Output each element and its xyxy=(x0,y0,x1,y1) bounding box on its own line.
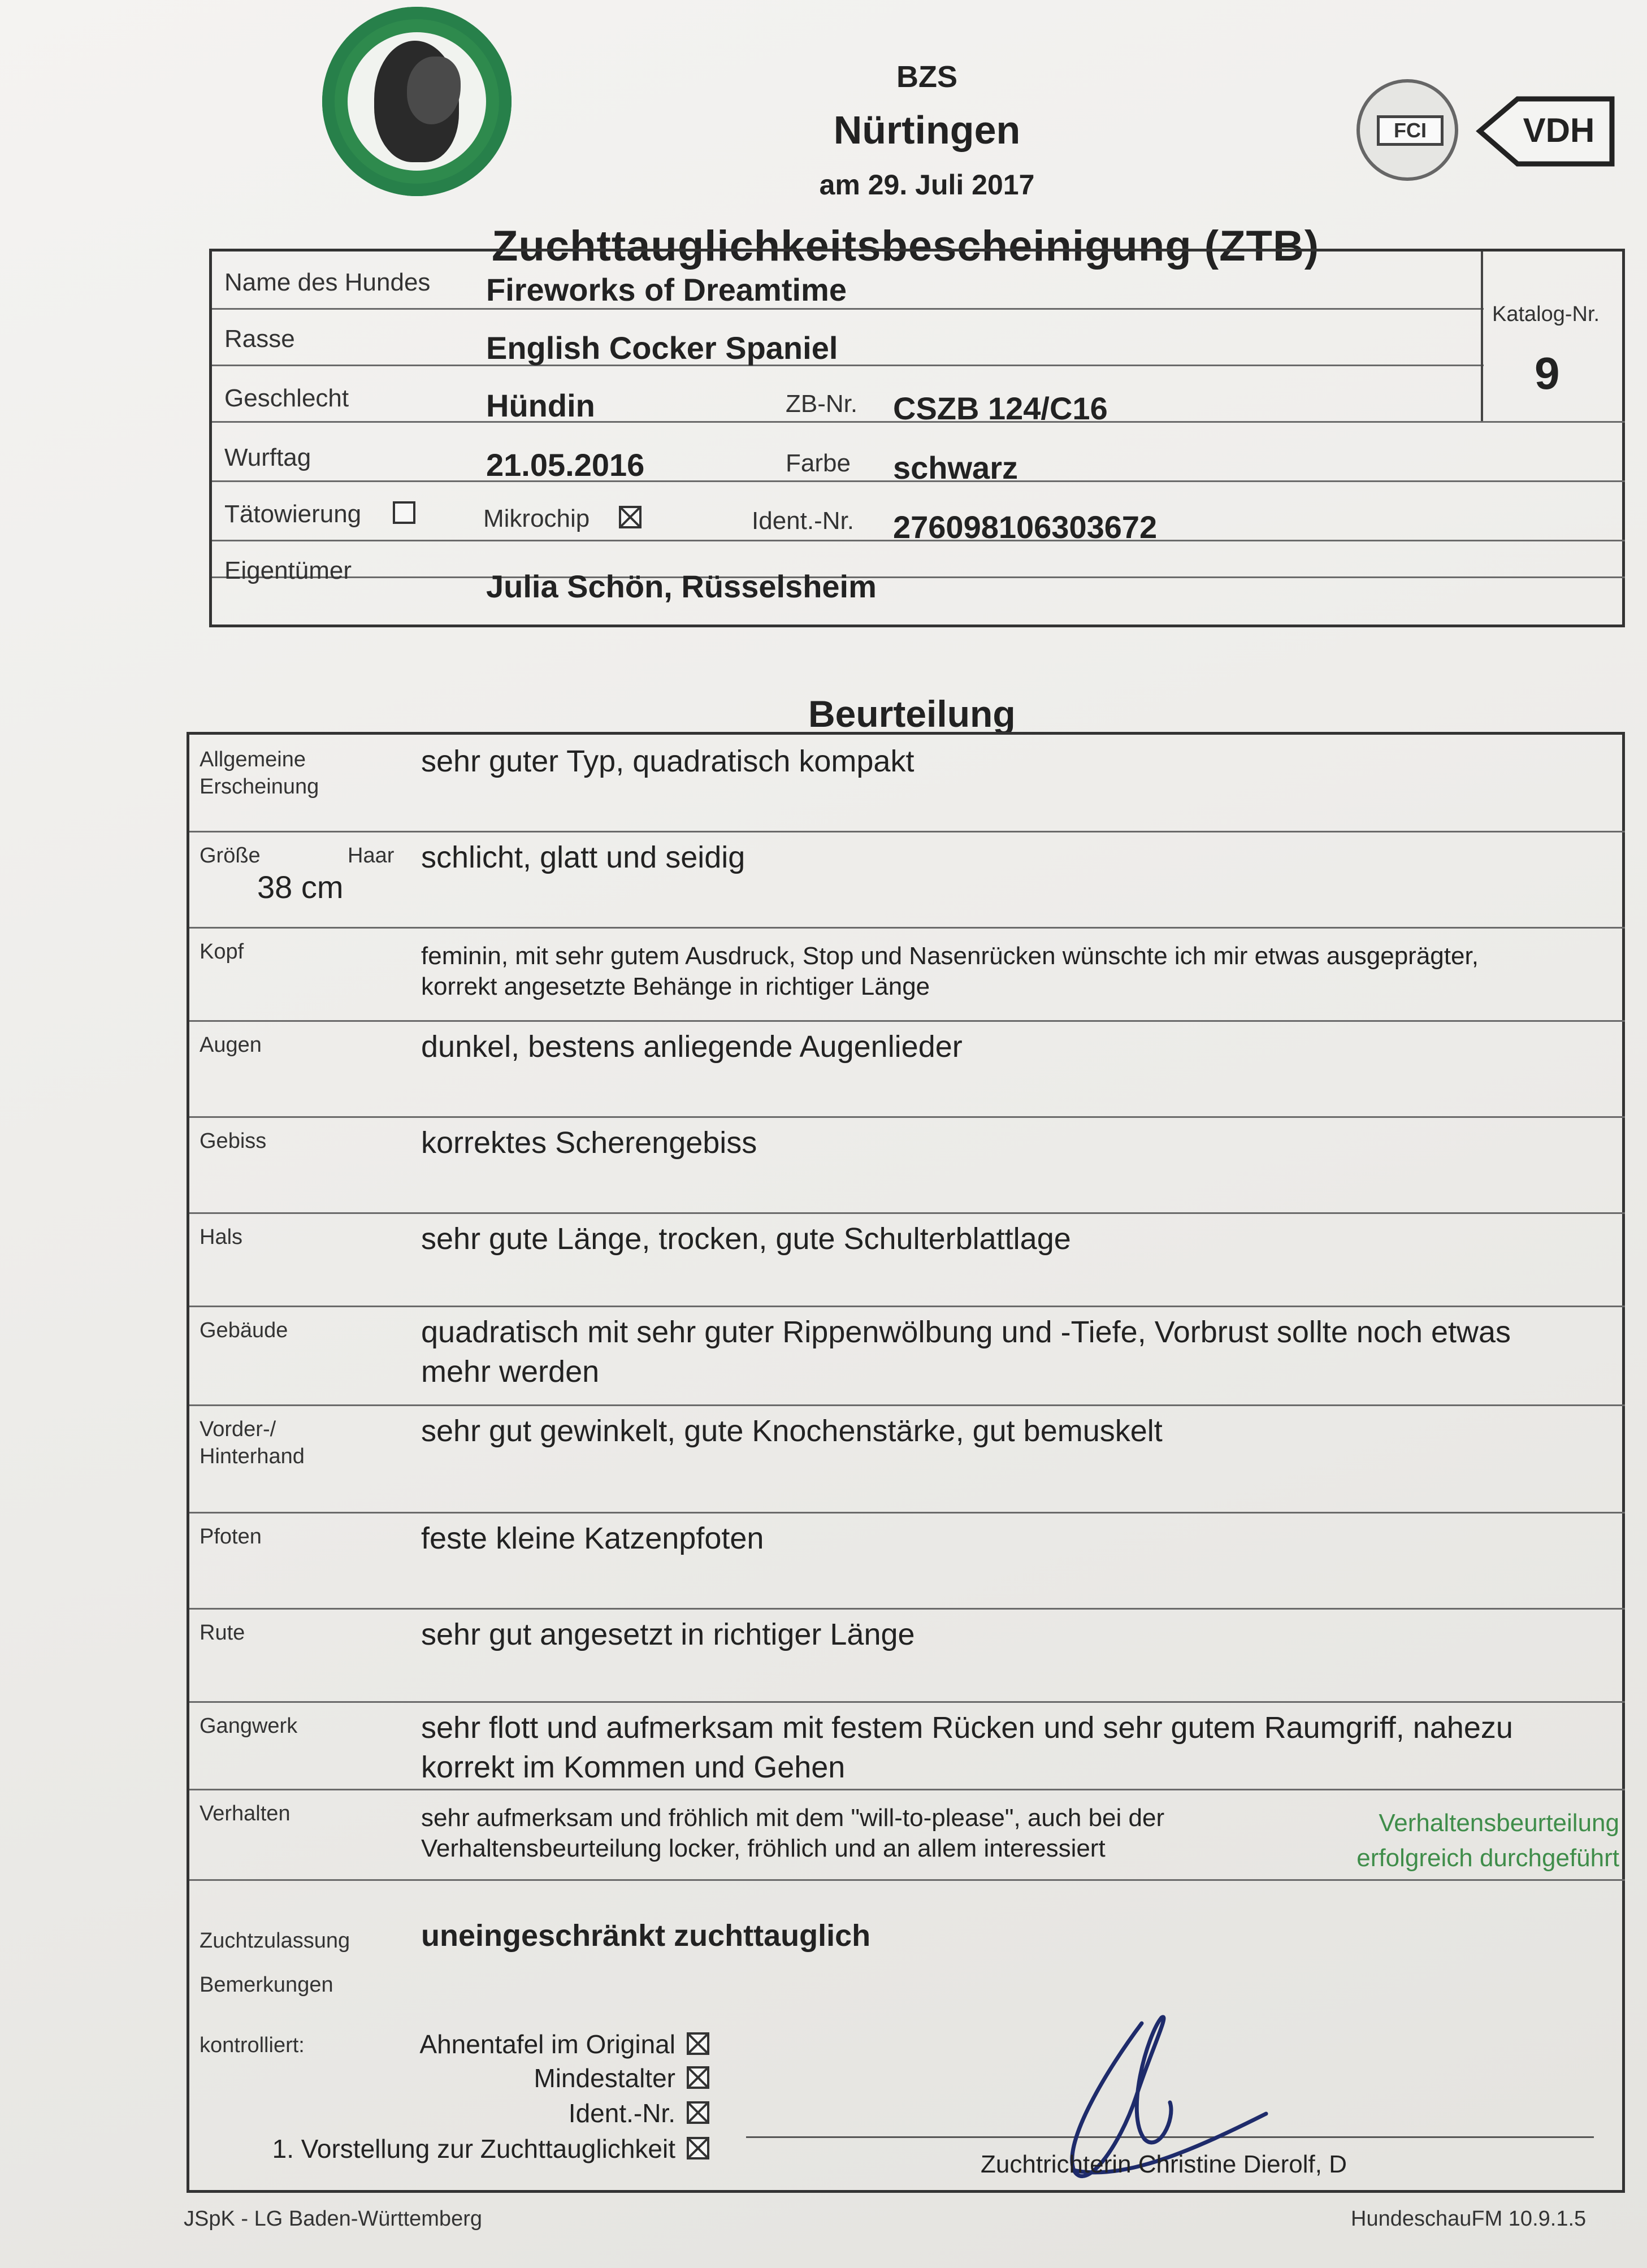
club-name: BZS xyxy=(896,60,957,94)
assessment-text: sehr guter Typ, quadratisch kompakt xyxy=(421,744,914,778)
ident-label: Ident.-Nr. xyxy=(752,507,854,535)
coat-color: schwarz xyxy=(893,450,1018,485)
zb-label: ZB-Nr. xyxy=(786,390,858,418)
row-divider xyxy=(189,1879,1625,1881)
zb-number: CSZB 124/C16 xyxy=(893,391,1108,426)
assessment-label: Vorder-/ Hinterhand xyxy=(200,1417,305,1468)
assessment-label: Verhalten xyxy=(200,1802,291,1825)
assessment-label: Gebiss xyxy=(200,1129,267,1153)
assessment-label: Größe xyxy=(200,844,261,868)
ident-number: 276098106303672 xyxy=(893,509,1158,545)
sex: Hündin xyxy=(486,388,595,423)
assessment-label: Hals xyxy=(200,1225,243,1249)
row-divider xyxy=(189,1789,1625,1790)
sex-label: Geschlecht xyxy=(224,384,349,412)
assessment-text: sehr gut gewinkelt, gute Knochenstärke, gut bemuskelt xyxy=(421,1414,1163,1448)
birth-label: Wurftag xyxy=(224,444,311,471)
certificate-title: Zuchttauglichkeitsbescheinigung (ZTB) xyxy=(492,222,1320,270)
club-logo xyxy=(322,7,512,196)
control-check-label: Mindestalter xyxy=(534,2063,675,2093)
fci-logo xyxy=(1356,79,1458,181)
assessment-label: Pfoten xyxy=(200,1525,262,1549)
row-divider xyxy=(189,927,1625,929)
row-divider xyxy=(189,1020,1625,1022)
assessment-text: feste kleine Katzenpfoten xyxy=(421,1521,764,1555)
behavior-stamp: Verhaltensbeurteilung erfolgreich durchgeführt xyxy=(1356,1809,1619,1872)
assessment-text: sehr gut angesetzt in richtiger Länge xyxy=(421,1617,915,1651)
vdh-logo-text: VDH xyxy=(1523,111,1595,149)
owner-label: Eigentümer xyxy=(224,557,352,584)
hair-label: Haar xyxy=(348,844,395,868)
assessment-text: korrektes Scherengebiss xyxy=(421,1126,757,1160)
assessment-text: dunkel, bestens anliegende Augenlieder xyxy=(421,1030,963,1064)
assessment-label: Rute xyxy=(200,1621,245,1645)
assessment-text: sehr aufmerksam und fröhlich mit dem "will-to-please", auch bei der Verhaltensbeurteilung locker, fröhlich und an allem interessiert xyxy=(421,1804,1165,1862)
assessment-title: Beurteilung xyxy=(808,693,1016,735)
row-divider xyxy=(189,1116,1625,1118)
color-label: Farbe xyxy=(786,449,851,477)
size-value: 38 cm xyxy=(257,869,344,905)
dog-name: Fireworks of Dreamtime xyxy=(486,272,847,307)
row-divider xyxy=(189,1306,1625,1307)
show-city: Nürtingen xyxy=(833,108,1021,152)
control-checkbox[interactable] xyxy=(687,2101,709,2124)
control-check-label: 1. Vorstellung zur Zuchttauglichkeit xyxy=(272,2134,675,2163)
control-checkbox[interactable] xyxy=(687,2032,709,2055)
row-divider xyxy=(189,1608,1625,1610)
assessment-text: sehr gute Länge, trocken, gute Schulterblattlage xyxy=(421,1222,1071,1256)
assessment-label: Augen xyxy=(200,1033,262,1057)
footer-left: JSpK - LG Baden-Württemberg xyxy=(184,2207,482,2231)
show-date: am 29. Juli 2017 xyxy=(819,169,1035,201)
assessment-label: Gangwerk xyxy=(200,1714,298,1738)
owner: Julia Schön, Rüsselsheim xyxy=(486,569,877,604)
breeding-approval: uneingeschränkt zuchttauglich xyxy=(421,1919,871,1953)
fci-logo-text: FCI xyxy=(1377,115,1444,146)
breeding-approval-label: Zuchtzulassung xyxy=(200,1929,350,1953)
row-divider xyxy=(189,1212,1625,1214)
chip-checkbox[interactable] xyxy=(619,506,642,528)
dog-name-label: Name des Hundes xyxy=(224,268,431,296)
judge-name: Zuchtrichterin Christine Dierolf, D xyxy=(981,2150,1347,2178)
tattoo-label: Tätowierung xyxy=(224,500,362,528)
breed: English Cocker Spaniel xyxy=(486,330,838,366)
row-divider xyxy=(189,1512,1625,1514)
control-checkbox[interactable] xyxy=(687,2066,709,2089)
footer-right: HundeschauFM 10.9.1.5 xyxy=(1351,2207,1587,2231)
assessment-label: Gebäude xyxy=(200,1319,288,1342)
assessment-label: Kopf xyxy=(200,940,244,964)
control-check-label: Ident.-Nr. xyxy=(568,2098,675,2128)
assessment-label: Allgemeine Erscheinung xyxy=(200,748,319,799)
dog-info-box xyxy=(209,249,1625,627)
tattoo-checkbox[interactable] xyxy=(393,501,415,524)
katalog-label: Katalog-Nr. xyxy=(1492,302,1600,326)
remarks-label: Bemerkungen xyxy=(200,1973,333,1997)
birth-date: 21.05.2016 xyxy=(486,447,645,483)
checked-label: kontrolliert: xyxy=(200,2033,305,2057)
control-checkbox[interactable] xyxy=(687,2137,709,2159)
chip-label: Mikrochip xyxy=(483,505,590,532)
assessment-text: sehr flott und aufmerksam mit festem Rücken und sehr gutem Raumgriff, nahezu korrekt im Kommen und Gehen xyxy=(421,1711,1513,1784)
assessment-text: feminin, mit sehr gutem Ausdruck, Stop und Nasenrücken wünschte ich mir etwas ausgeprägter, korrekt angesetzte Behänge in richtiger Länge xyxy=(421,942,1479,1000)
vdh-logo xyxy=(1475,93,1616,170)
row-divider xyxy=(189,831,1625,832)
assessment-box xyxy=(187,732,1625,2193)
assessment-text: schlicht, glatt und seidig xyxy=(421,840,746,874)
katalog-number: 9 xyxy=(1535,348,1560,398)
assessment-text: quadratisch mit sehr guter Rippenwölbung und -Tiefe, Vorbrust sollte noch etwas mehr werden xyxy=(421,1315,1511,1389)
row-divider xyxy=(189,1701,1625,1703)
breed-label: Rasse xyxy=(224,325,295,353)
control-check-label: Ahnentafel im Original xyxy=(419,2030,675,2059)
row-divider xyxy=(189,1404,1625,1406)
